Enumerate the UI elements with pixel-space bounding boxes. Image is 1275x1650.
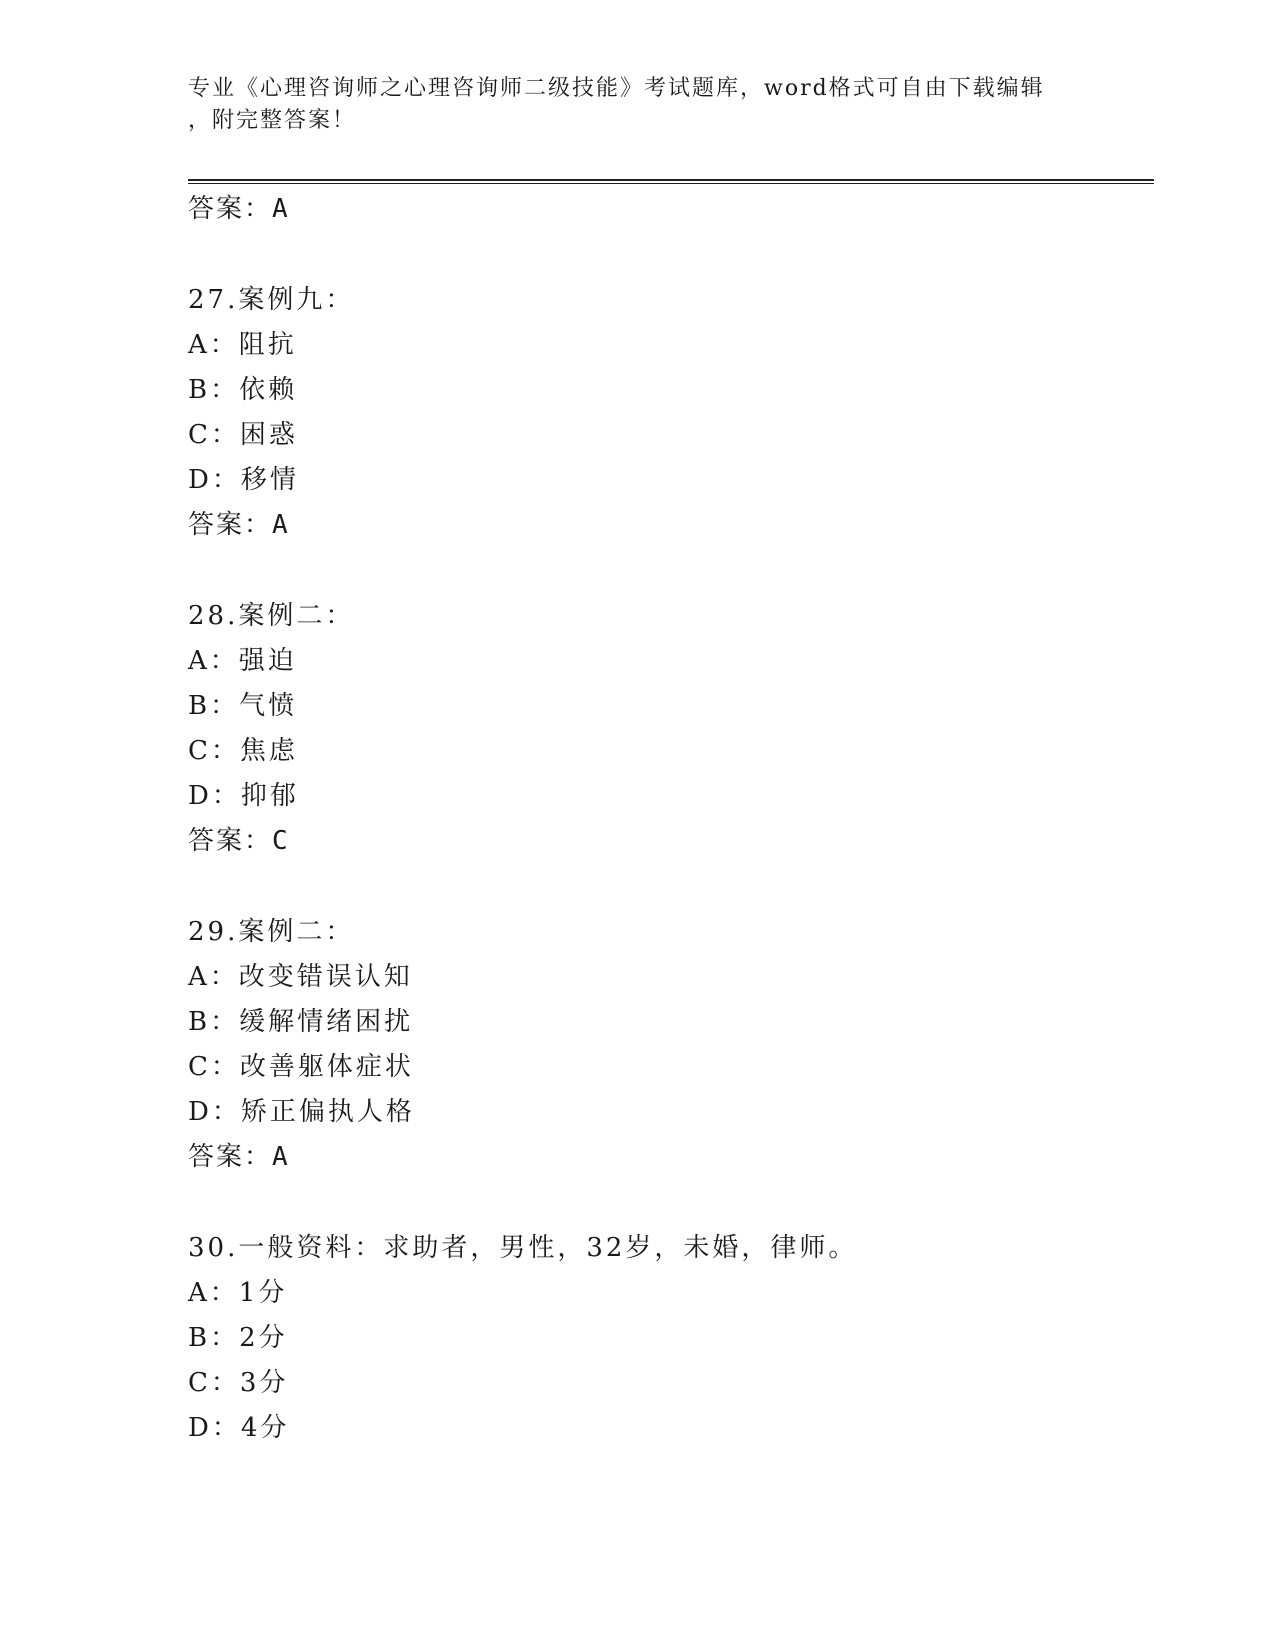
option-28-c: C：焦虑 <box>188 736 298 766</box>
question-stem-30: 30.一般资料：求助者，男性，32岁，未婚，律师。 <box>188 1233 858 1263</box>
option-29-d: D：矫正偏执人格 <box>188 1097 415 1127</box>
answer-line-27 <box>188 508 290 542</box>
answer-label: 答案： <box>188 510 273 540</box>
answer-value: C <box>272 826 290 856</box>
answer-label: 答案： <box>188 194 273 224</box>
question-stem-28: 28.案例二： <box>188 601 355 631</box>
option-28-d: D：抑郁 <box>188 781 299 811</box>
option-30-d: D：4分 <box>188 1413 290 1443</box>
header-rule-thick <box>188 179 1154 181</box>
option-27-a: A：阻抗 <box>188 330 297 360</box>
question-stem-29: 29.案例二： <box>188 917 355 947</box>
option-30-b: B：2分 <box>188 1323 288 1353</box>
document-header-line-1: 专业《心理咨询师之心理咨询师二级技能》考试题库，word格式可自由下载编辑 <box>188 76 1045 101</box>
option-30-c: C：3分 <box>188 1368 289 1398</box>
option-29-a: A：改变错误认知 <box>188 962 413 992</box>
answer-line-29 <box>188 1140 290 1174</box>
answer-label: 答案： <box>188 826 273 856</box>
option-27-b: B：依赖 <box>188 375 298 405</box>
option-27-d: D：移情 <box>188 465 299 495</box>
header-rule-thin <box>188 183 1154 184</box>
answer-value: A <box>272 1142 290 1172</box>
answer-line-28 <box>188 824 290 858</box>
question-stem-27: 27.案例九： <box>188 285 355 315</box>
option-27-c: C：困惑 <box>188 420 298 450</box>
option-29-c: C：改善躯体症状 <box>188 1052 414 1082</box>
answer-line-prev <box>188 192 290 226</box>
option-29-b: B：缓解情绪困扰 <box>188 1007 414 1037</box>
option-28-a: A：强迫 <box>188 646 297 676</box>
answer-label: 答案： <box>188 1142 273 1172</box>
document-header-line-2: ，附完整答案！ <box>188 108 357 133</box>
answer-value: A <box>272 510 290 540</box>
option-30-a: A：1分 <box>188 1278 288 1308</box>
answer-value: A <box>272 194 290 224</box>
option-28-b: B：气愤 <box>188 691 298 721</box>
